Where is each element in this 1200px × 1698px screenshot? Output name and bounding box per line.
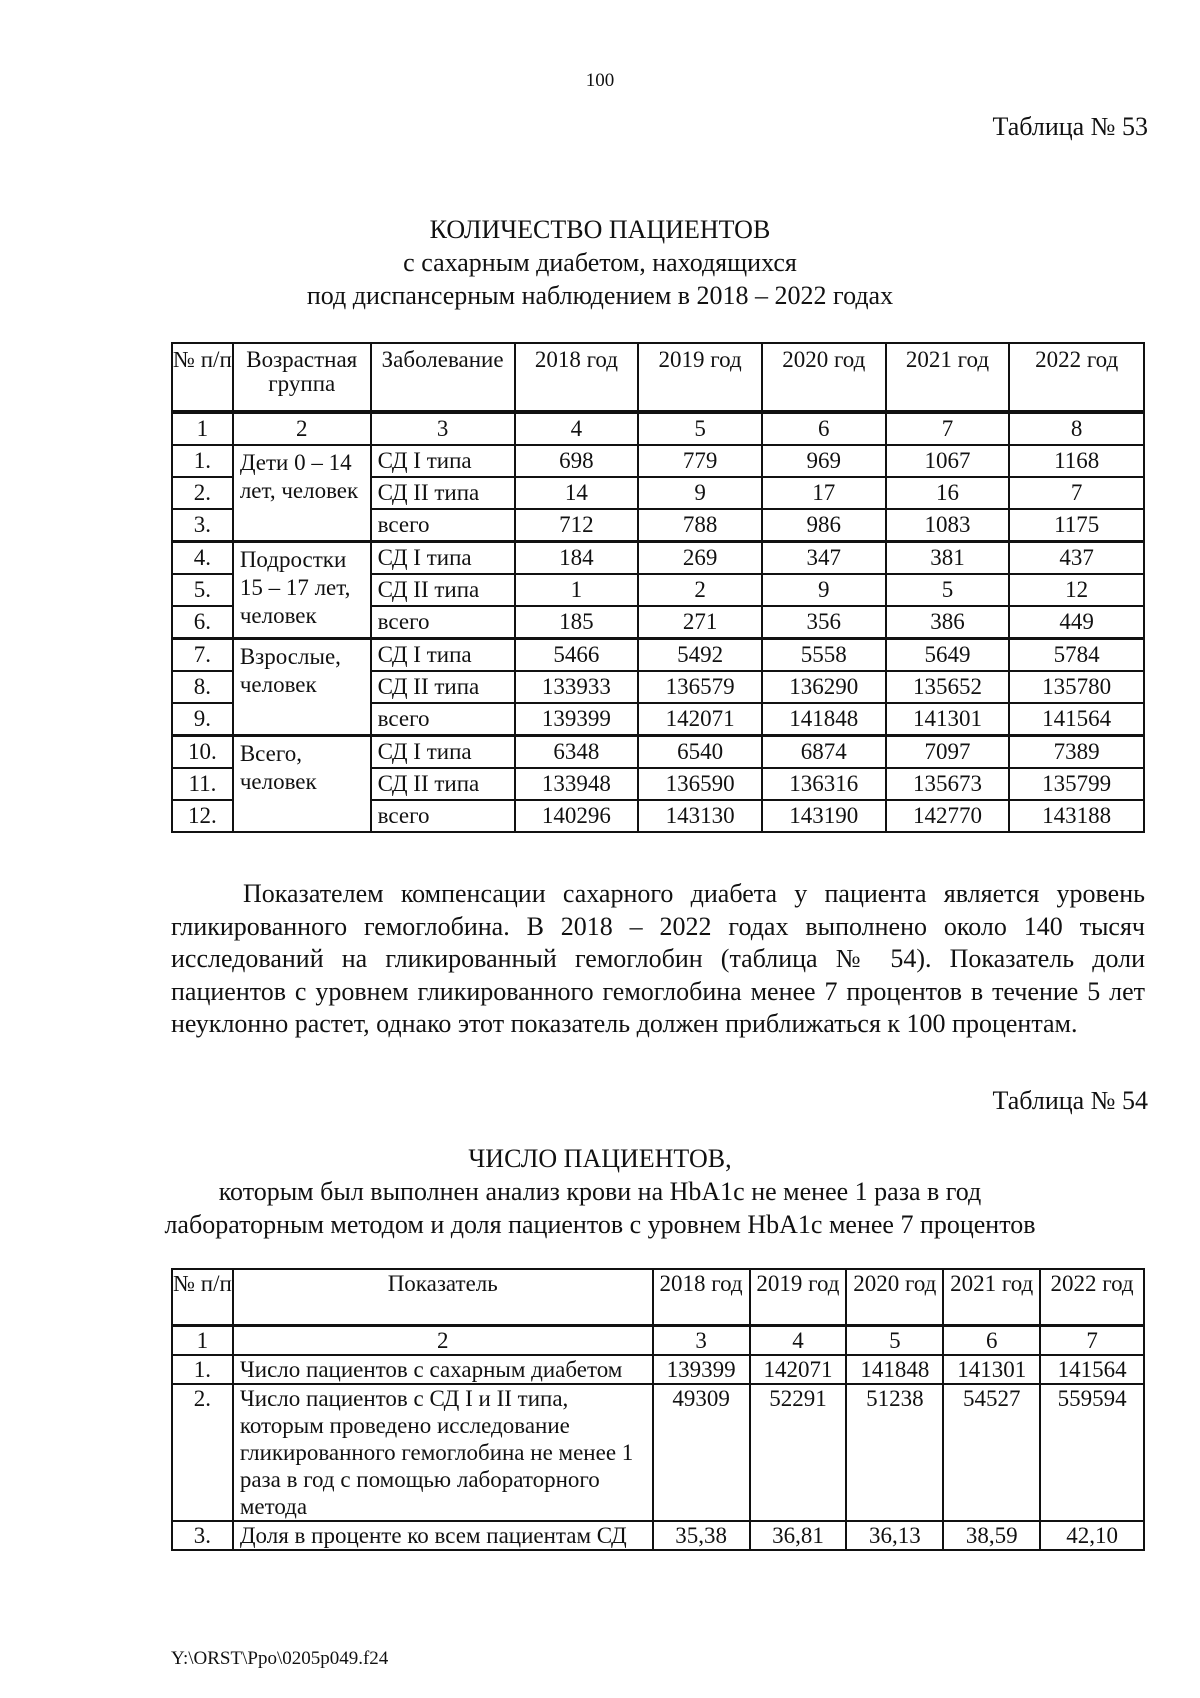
header-cell: 2018 год [653, 1269, 750, 1326]
indicator-cell: Доля в проценте ко всем пациентам СД [233, 1521, 653, 1550]
value-cell: 449 [1009, 606, 1144, 639]
value-cell: 381 [886, 542, 1010, 575]
value-cell: 437 [1009, 542, 1144, 575]
column-number-cell: 2 [233, 1326, 653, 1356]
value-cell: 1168 [1009, 445, 1144, 477]
table-53-title-line: под диспансерным наблюдением в 2018 – 2022 годах [306, 281, 894, 310]
disease-cell: СД I типа [371, 542, 515, 575]
disease-cell: СД II типа [371, 671, 515, 703]
row-number-cell: 3. [172, 509, 233, 542]
value-cell: 136590 [638, 768, 762, 800]
row-number-cell: 2. [172, 1384, 233, 1521]
value-cell: 5466 [515, 639, 639, 672]
footer-file-path: Y:\ORST\Ppo\0205p049.f24 [171, 1648, 389, 1669]
indicator-cell: Число пациентов с сахарным диабетом [233, 1355, 653, 1384]
age-group-cell: Взрослые, человек [233, 639, 371, 736]
table-53-title-line: КОЛИЧЕСТВО ПАЦИЕНТОВ [429, 215, 771, 244]
value-cell: 7389 [1009, 736, 1144, 769]
table-row [172, 445, 1144, 477]
disease-cell: всего [371, 703, 515, 736]
table-53-title-line: с сахарным диабетом, находящихся [403, 248, 797, 277]
value-cell: 139399 [653, 1355, 750, 1384]
value-cell: 135780 [1009, 671, 1144, 703]
table-row [172, 639, 1144, 672]
column-number-cell: 5 [638, 412, 762, 445]
table-53 [171, 342, 1145, 833]
value-cell: 1 [515, 574, 639, 606]
table-row [172, 542, 1144, 575]
value-cell: 143130 [638, 800, 762, 832]
column-number-cell: 6 [943, 1326, 1040, 1356]
value-cell: 38,59 [943, 1521, 1040, 1550]
value-cell: 136316 [762, 768, 886, 800]
value-cell: 141564 [1040, 1355, 1144, 1384]
disease-cell: СД I типа [371, 639, 515, 672]
value-cell: 559594 [1040, 1384, 1144, 1521]
row-number-cell: 2. [172, 477, 233, 509]
table-row [172, 1355, 1144, 1384]
value-cell: 141848 [846, 1355, 943, 1384]
disease-cell: СД II типа [371, 768, 515, 800]
value-cell: 133948 [515, 768, 639, 800]
value-cell: 136579 [638, 671, 762, 703]
value-cell: 986 [762, 509, 886, 542]
table-header-row [172, 1269, 1144, 1326]
row-number-cell: 5. [172, 574, 233, 606]
table-row [172, 1384, 1144, 1521]
value-cell: 5 [886, 574, 1010, 606]
value-cell: 5784 [1009, 639, 1144, 672]
value-cell: 141301 [886, 703, 1010, 736]
value-cell: 6540 [638, 736, 762, 769]
page-number: 100 [585, 70, 615, 91]
row-number-cell: 12. [172, 800, 233, 832]
value-cell: 1067 [886, 445, 1010, 477]
value-cell: 14 [515, 477, 639, 509]
header-cell: 2020 год [846, 1269, 943, 1326]
table-54 [171, 1268, 1145, 1551]
row-number-cell: 4. [172, 542, 233, 575]
header-cell: 2019 год [750, 1269, 847, 1326]
body-paragraph-text: Показателем компенсации сахарного диабета у пациента является уровень гликированного гемоглобина. В 2018 – 2022 годах выполнено около 140 тысяч исследований на гликированный гемоглобин (таблица № 54). Показатель доли пациентов с уровнем гликированного гемоглобина менее 7 процентов в течение 5 лет неуклонно растет, однако этот показатель должен приближаться к 100 процентам. [171, 879, 1145, 1038]
value-cell: 139399 [515, 703, 639, 736]
header-cell: 2018 год [515, 343, 639, 412]
table-54-title [0, 1142, 1200, 1241]
disease-cell: всего [371, 509, 515, 542]
value-cell: 36,81 [750, 1521, 847, 1550]
disease-cell: всего [371, 606, 515, 639]
row-number-cell: 6. [172, 606, 233, 639]
value-cell: 141301 [943, 1355, 1040, 1384]
indicator-cell: Число пациентов с СД I и II типа, которым проведено исследование гликированного гемоглобина не менее 1 раза в год с помощью лабораторного метода [233, 1384, 653, 1521]
value-cell: 16 [886, 477, 1010, 509]
value-cell: 49309 [653, 1384, 750, 1521]
age-group-cell: Подростки 15 – 17 лет, человек [233, 542, 371, 639]
value-cell: 271 [638, 606, 762, 639]
header-cell: № п/п [172, 343, 233, 412]
row-number-cell: 7. [172, 639, 233, 672]
value-cell: 142071 [750, 1355, 847, 1384]
value-cell: 9 [638, 477, 762, 509]
column-number-cell: 1 [172, 412, 233, 445]
age-group-cell: Всего, человек [233, 736, 371, 833]
row-number-cell: 10. [172, 736, 233, 769]
value-cell: 141564 [1009, 703, 1144, 736]
value-cell: 7 [1009, 477, 1144, 509]
body-paragraph [171, 878, 1145, 1041]
table-54-title-line: ЧИСЛО ПАЦИЕНТОВ, [468, 1144, 732, 1173]
value-cell: 712 [515, 509, 639, 542]
value-cell: 42,10 [1040, 1521, 1144, 1550]
column-number-cell: 7 [886, 412, 1010, 445]
value-cell: 141848 [762, 703, 886, 736]
value-cell: 133933 [515, 671, 639, 703]
table-53-label: Таблица № 53 [992, 112, 1148, 141]
value-cell: 356 [762, 606, 886, 639]
value-cell: 135799 [1009, 768, 1144, 800]
row-number-cell: 1. [172, 445, 233, 477]
value-cell: 184 [515, 542, 639, 575]
column-number-row [172, 412, 1144, 445]
column-number-cell: 4 [750, 1326, 847, 1356]
disease-cell: СД I типа [371, 736, 515, 769]
value-cell: 140296 [515, 800, 639, 832]
column-number-cell: 5 [846, 1326, 943, 1356]
row-number-cell: 9. [172, 703, 233, 736]
value-cell: 698 [515, 445, 639, 477]
value-cell: 969 [762, 445, 886, 477]
header-cell: № п/п [172, 1269, 233, 1326]
value-cell: 347 [762, 542, 886, 575]
disease-cell: СД I типа [371, 445, 515, 477]
value-cell: 135673 [886, 768, 1010, 800]
header-cell: 2019 год [638, 343, 762, 412]
column-number-cell: 4 [515, 412, 639, 445]
table-row [172, 1521, 1144, 1550]
value-cell: 9 [762, 574, 886, 606]
disease-cell: СД II типа [371, 574, 515, 606]
row-number-cell: 11. [172, 768, 233, 800]
row-number-cell: 1. [172, 1355, 233, 1384]
column-number-cell: 7 [1040, 1326, 1144, 1356]
value-cell: 386 [886, 606, 1010, 639]
header-cell: Показатель [233, 1269, 653, 1326]
value-cell: 52291 [750, 1384, 847, 1521]
value-cell: 1083 [886, 509, 1010, 542]
value-cell: 5558 [762, 639, 886, 672]
header-cell: Возрастная группа [233, 343, 371, 412]
disease-cell: СД II типа [371, 477, 515, 509]
header-cell: 2021 год [943, 1269, 1040, 1326]
table-53-title [0, 213, 1200, 312]
table-54-title-line: которым был выполнен анализ крови на HbA1c не менее 1 раза в год [218, 1177, 982, 1206]
value-cell: 779 [638, 445, 762, 477]
value-cell: 17 [762, 477, 886, 509]
column-number-row [172, 1326, 1144, 1356]
header-cell: 2020 год [762, 343, 886, 412]
table-54-label: Таблица № 54 [992, 1086, 1148, 1115]
value-cell: 6348 [515, 736, 639, 769]
value-cell: 2 [638, 574, 762, 606]
value-cell: 788 [638, 509, 762, 542]
value-cell: 35,38 [653, 1521, 750, 1550]
value-cell: 5492 [638, 639, 762, 672]
value-cell: 136290 [762, 671, 886, 703]
value-cell: 143190 [762, 800, 886, 832]
header-cell: 2021 год [886, 343, 1010, 412]
table-54-title-line: лабораторным методом и доля пациентов с уровнем HbA1c менее 7 процентов [164, 1210, 1036, 1239]
value-cell: 1175 [1009, 509, 1144, 542]
column-number-cell: 2 [233, 412, 371, 445]
value-cell: 36,13 [846, 1521, 943, 1550]
value-cell: 135652 [886, 671, 1010, 703]
value-cell: 7097 [886, 736, 1010, 769]
age-group-cell: Дети 0 – 14 лет, человек [233, 445, 371, 542]
column-number-cell: 8 [1009, 412, 1144, 445]
value-cell: 143188 [1009, 800, 1144, 832]
value-cell: 269 [638, 542, 762, 575]
value-cell: 12 [1009, 574, 1144, 606]
column-number-cell: 6 [762, 412, 886, 445]
value-cell: 54527 [943, 1384, 1040, 1521]
value-cell: 185 [515, 606, 639, 639]
value-cell: 6874 [762, 736, 886, 769]
header-cell: 2022 год [1040, 1269, 1144, 1326]
column-number-cell: 1 [172, 1326, 233, 1356]
header-cell: Заболевание [371, 343, 515, 412]
value-cell: 142770 [886, 800, 1010, 832]
table-header-row [172, 343, 1144, 412]
table-row [172, 736, 1144, 769]
column-number-cell: 3 [653, 1326, 750, 1356]
row-number-cell: 3. [172, 1521, 233, 1550]
column-number-cell: 3 [371, 412, 515, 445]
disease-cell: всего [371, 800, 515, 832]
header-cell: 2022 год [1009, 343, 1144, 412]
value-cell: 5649 [886, 639, 1010, 672]
value-cell: 142071 [638, 703, 762, 736]
row-number-cell: 8. [172, 671, 233, 703]
value-cell: 51238 [846, 1384, 943, 1521]
